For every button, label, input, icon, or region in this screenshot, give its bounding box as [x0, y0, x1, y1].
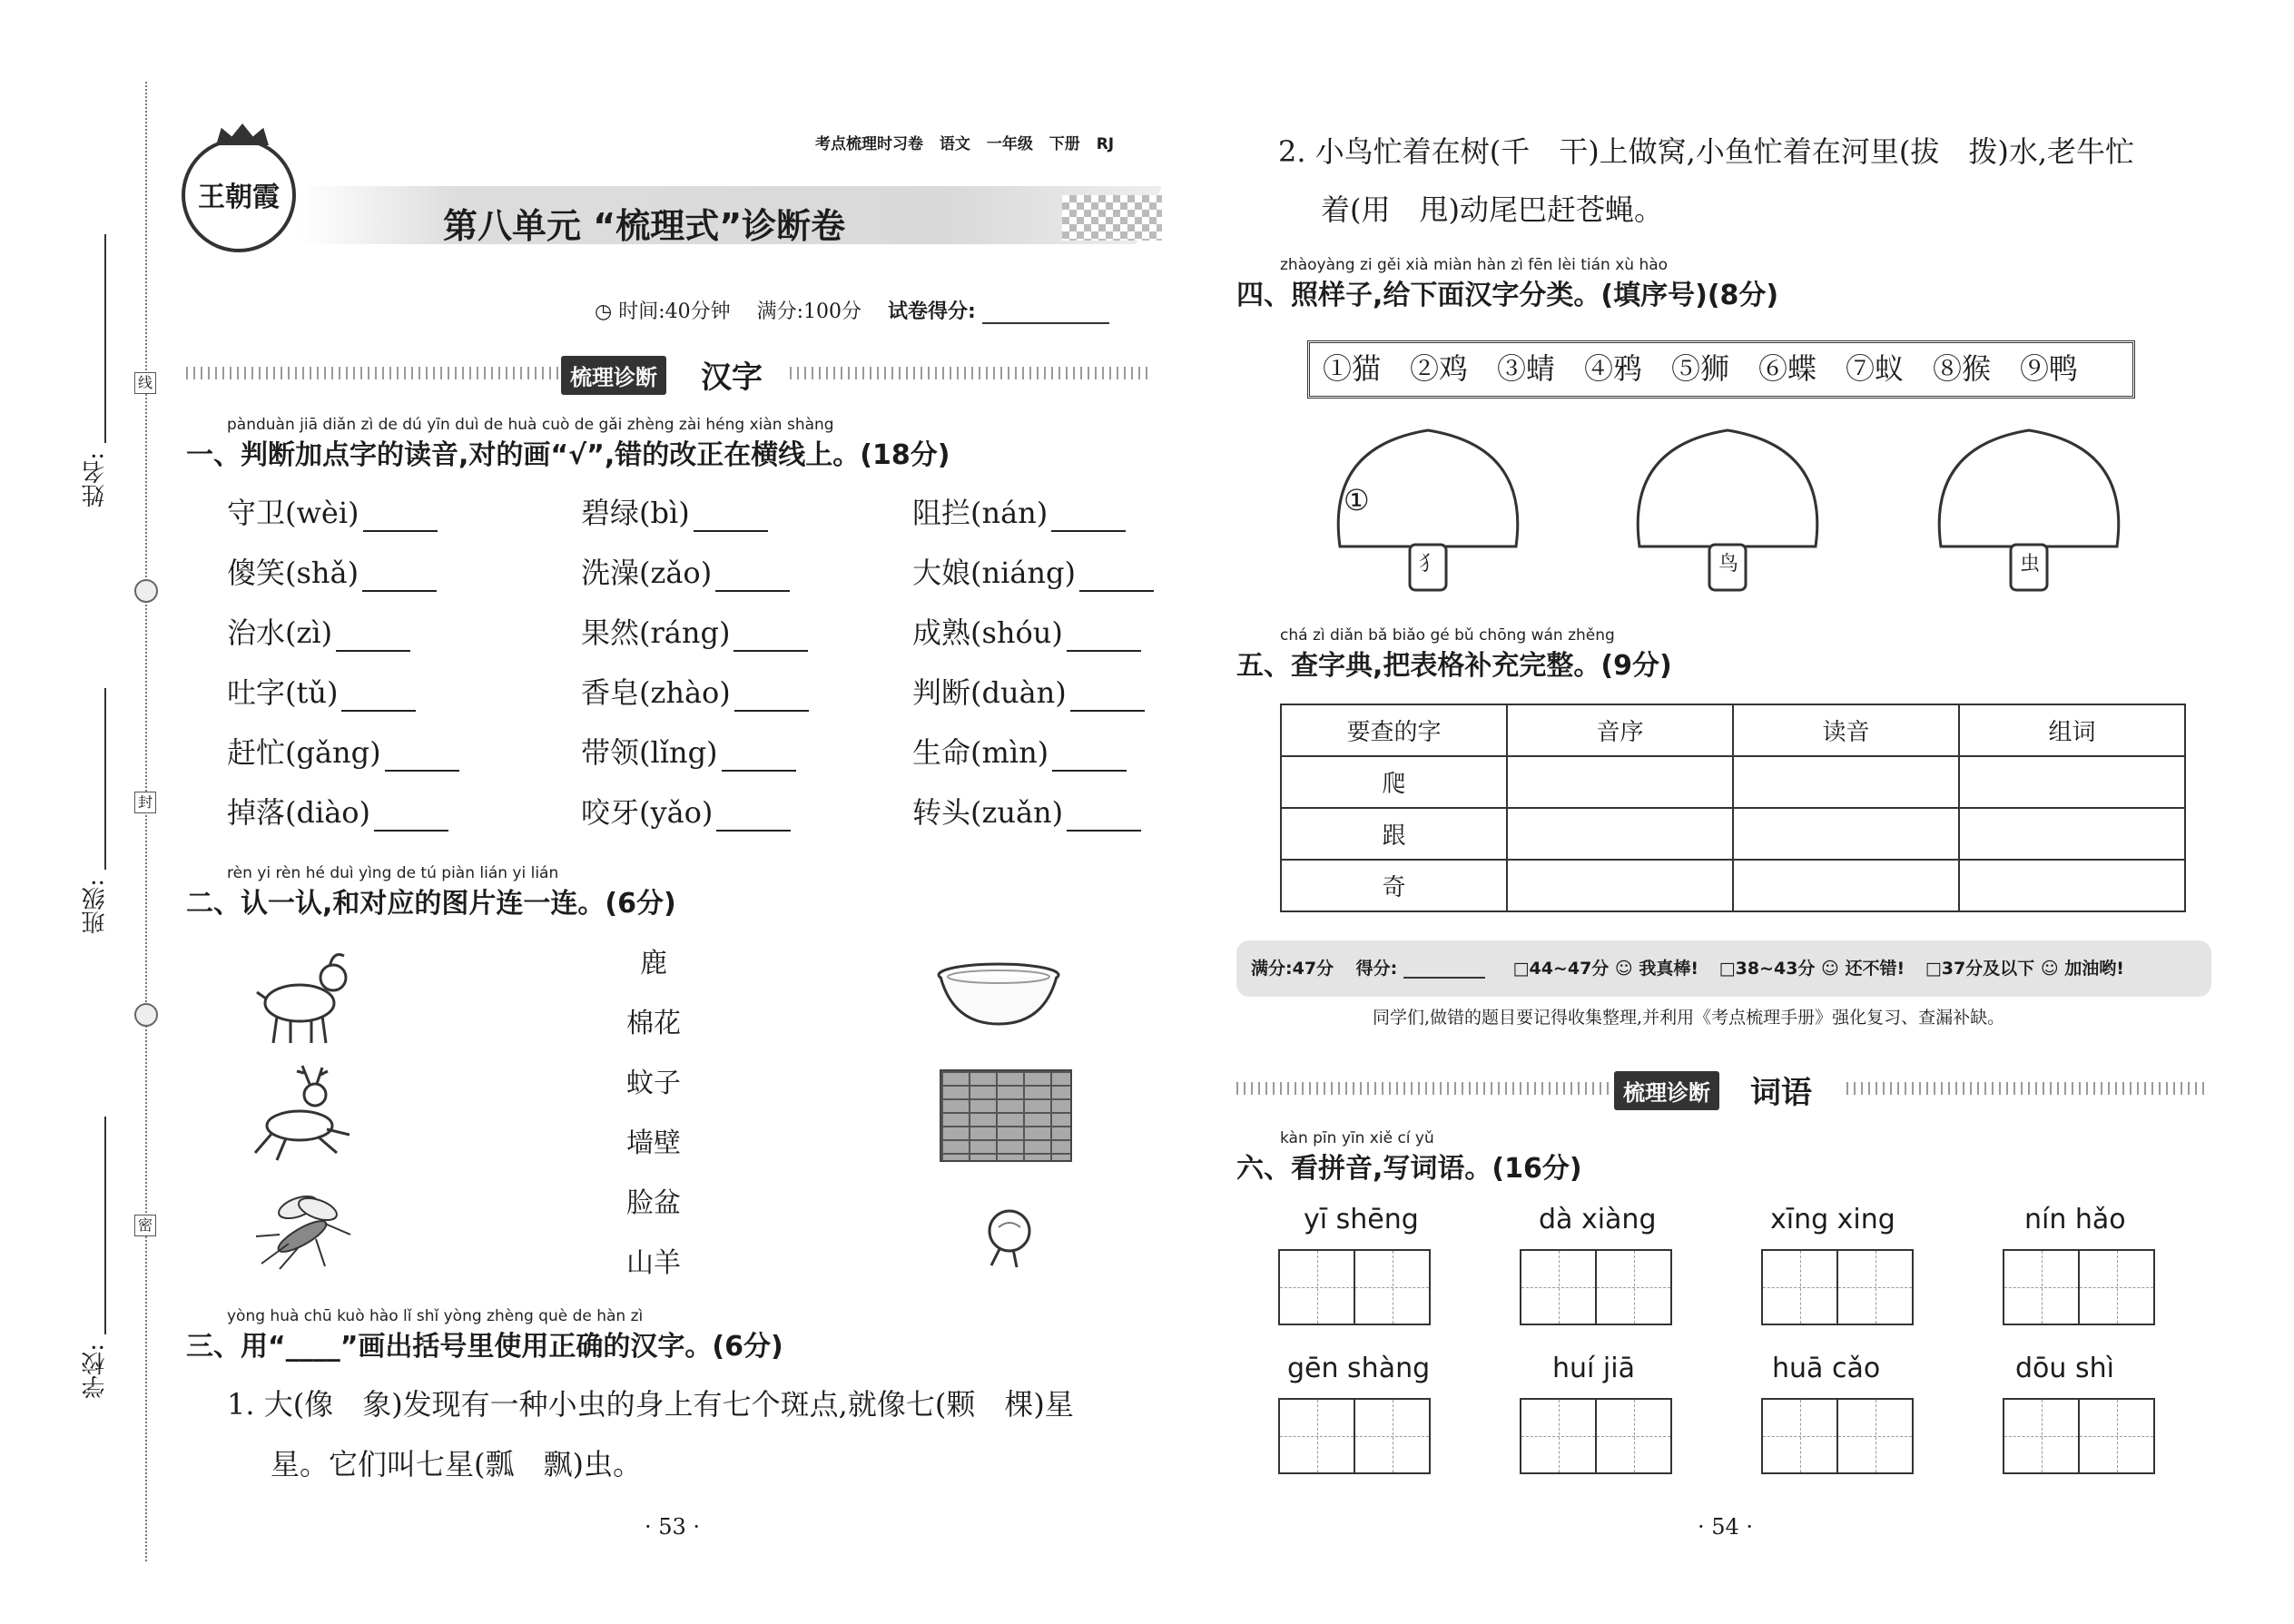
series-info — [815, 131, 1114, 153]
q2-word[interactable]: 脸盆 — [626, 1187, 681, 1219]
answer-blank[interactable] — [362, 565, 437, 592]
binding-line — [145, 82, 147, 1561]
answer-cell[interactable] — [1733, 860, 1959, 911]
exam-meta — [595, 296, 1109, 324]
q1-item-text: 傻笑(shǎ) — [227, 556, 359, 590]
q1-item — [581, 610, 808, 652]
mushroom-radical: 虫 — [2019, 553, 2040, 576]
binding-mark-seal: 封 — [134, 792, 156, 813]
score-range-2[interactable]: □38~43分 — [1718, 959, 1816, 979]
page-title: 第八单元 “梳理式”诊断卷 — [443, 206, 846, 246]
full-score: 满分:100分 — [756, 300, 862, 323]
q1-item — [912, 490, 1126, 532]
writing-grid[interactable] — [1278, 1398, 1431, 1474]
q1-item — [227, 490, 438, 532]
answer-blank[interactable] — [733, 625, 808, 652]
review-note: 同学们,做错的题目要记得收集整理,并利用《考点梳理手册》强化复习、查漏补缺。 — [1373, 1008, 2005, 1028]
answer-blank[interactable] — [1070, 684, 1145, 712]
q1-item-text: 转头(zuǎn) — [912, 795, 1064, 830]
table-char-cell: 奇 — [1281, 860, 1507, 911]
score-label: 试卷得分: — [888, 300, 976, 323]
deer-image[interactable] — [250, 1062, 359, 1166]
answer-cell[interactable] — [1507, 860, 1733, 911]
score-range-3-text: 加油哟! — [2064, 959, 2124, 979]
q1-item — [912, 610, 1141, 652]
header-checker — [1062, 195, 1162, 241]
q2-title: 二、认一认,和对应的图片连一连。(6分) — [186, 888, 676, 920]
q6-pinyin-word: nín hǎo — [2024, 1204, 2126, 1235]
section-divider — [790, 367, 1153, 379]
score-bar-got: 得分: — [1355, 959, 1398, 979]
table-row — [1281, 808, 2185, 860]
answer-cell[interactable] — [1507, 756, 1733, 808]
answer-blank[interactable] — [715, 565, 790, 592]
q1-item — [912, 670, 1145, 712]
answer-blank[interactable] — [1051, 505, 1126, 532]
volume: 下册 — [1049, 135, 1080, 153]
q6-pinyin-word: huā cǎo — [1772, 1353, 1881, 1384]
mushroom-bird-radical[interactable] — [1630, 428, 1825, 592]
school-field[interactable] — [104, 1117, 106, 1334]
q1-item — [912, 730, 1127, 772]
q1-item — [581, 670, 809, 712]
answer-blank[interactable] — [1079, 565, 1154, 592]
answer-blank[interactable] — [1067, 625, 1141, 652]
clock-icon: ◷ — [595, 300, 613, 323]
mosquito-image[interactable] — [252, 1180, 354, 1271]
edition: RJ — [1096, 135, 1115, 153]
school-label: 学校: — [82, 1343, 109, 1399]
q1-item-text: 判断(duàn) — [912, 675, 1067, 710]
answer-blank[interactable] — [1052, 744, 1127, 772]
q1-item — [227, 610, 410, 652]
q1-pinyin: pànduàn jiā diǎn zì de dú yīn duì de huà cuò de gǎi zhèng zài héng xiàn shàng — [227, 416, 834, 434]
q1-item-text: 治水(zì) — [227, 615, 333, 650]
score-field[interactable] — [982, 304, 1109, 324]
table-row — [1281, 860, 2185, 911]
binding-mark-line: 线 — [134, 372, 156, 394]
q4-char-list: ①猫 ②鸡 ③蜻 ④鸦 ⑤狮 ⑥蝶 ⑦蚁 ⑧猴 ⑨鸭 — [1323, 351, 2079, 386]
score-range-3[interactable]: □37分及以下 — [1925, 959, 2035, 979]
student-name-label: 姓名: — [82, 452, 109, 507]
table-header-row — [1281, 704, 2185, 756]
q1-item-text: 大娘(niáng) — [912, 556, 1076, 590]
cotton-image[interactable] — [973, 1200, 1046, 1273]
q6-pinyin: kàn pīn yīn xiě cí yǔ — [1280, 1129, 1434, 1147]
answer-cell[interactable] — [1959, 808, 2185, 860]
answer-cell[interactable] — [1959, 756, 2185, 808]
q6-pinyin-word: gēn shàng — [1287, 1353, 1431, 1384]
answer-cell[interactable] — [1959, 860, 2185, 911]
writing-grid[interactable] — [1761, 1398, 1914, 1474]
q4-char-box — [1307, 340, 2135, 399]
q1-item — [581, 550, 790, 592]
page-number-right: · 54 · — [1698, 1514, 1754, 1540]
q1-item-text: 吐字(tǔ) — [227, 675, 339, 710]
smile-icon: ☺ — [2040, 959, 2059, 979]
writing-grid[interactable] — [1520, 1249, 1672, 1325]
q2-word[interactable]: 山羊 — [626, 1247, 681, 1279]
q1-item — [227, 730, 459, 772]
goat-image[interactable] — [250, 949, 354, 1048]
score-range-1-text: 我真棒! — [1639, 959, 1699, 979]
q2-pinyin: rèn yi rèn hé duì yìng de tú piàn lián yi lián — [227, 864, 559, 882]
q1-item-text: 咬牙(yǎo) — [581, 795, 714, 830]
mushroom-animal-radical[interactable] — [1331, 428, 1525, 592]
answer-blank[interactable] — [694, 505, 768, 532]
q1-item-text: 守卫(wèi) — [227, 496, 359, 530]
basin-image[interactable] — [935, 960, 1062, 1029]
brand-name: 王朝霞 — [198, 182, 280, 213]
q4-title: 四、照样子,给下面汉字分类。(填序号)(8分) — [1236, 280, 1779, 311]
class-label: 班级: — [82, 879, 109, 934]
answer-blank[interactable] — [722, 744, 796, 772]
mushroom-radical: 犭 — [1418, 553, 1439, 576]
answer-cell[interactable] — [1507, 808, 1733, 860]
answer-blank[interactable] — [374, 804, 448, 832]
q5-title: 五、查字典,把表格补充完整。(9分) — [1236, 650, 1672, 682]
section-tag: 梳理诊断 — [1614, 1071, 1719, 1110]
q4-pinyin: zhàoyàng zi gěi xià miàn hàn zì fēn lèi tián xù hào — [1280, 256, 1669, 274]
section-title: 汉字 — [701, 359, 763, 396]
q1-item — [227, 550, 437, 592]
q1-item — [227, 670, 416, 712]
table-char-cell: 爬 — [1281, 756, 1507, 808]
dictionary-table — [1280, 704, 2186, 912]
binding-mark-secret: 密 — [134, 1215, 156, 1236]
table-char-cell: 跟 — [1281, 808, 1507, 860]
answer-blank[interactable] — [734, 684, 809, 712]
binding-ornament — [134, 1003, 158, 1027]
page-number-left: · 53 · — [645, 1514, 701, 1540]
q6-pinyin-word: yī shēng — [1304, 1204, 1419, 1235]
q1-item-text: 带领(lǐng) — [581, 735, 718, 770]
section-divider — [186, 367, 558, 379]
q1-item-text: 果然(ráng) — [581, 615, 731, 650]
brand-crown — [216, 123, 269, 145]
q1-item-text: 成熟(shóu) — [912, 615, 1063, 650]
q6-pinyin-word: dà xiàng — [1539, 1204, 1657, 1235]
q3-sentence-2a: 2. 小鸟忙着在树(千 干)上做窝,小鱼忙着在河里(拔 拨)水,老牛忙 — [1278, 134, 2134, 169]
score-range-1[interactable]: □44~47分 — [1512, 959, 1610, 979]
writing-grid[interactable] — [2003, 1398, 2155, 1474]
section-divider — [1236, 1082, 1609, 1095]
table-header-cell: 要查的字 — [1281, 704, 1507, 756]
writing-grid[interactable] — [2003, 1249, 2155, 1325]
q1-item-text: 香皂(zhào) — [581, 675, 731, 710]
q1-item-text: 碧绿(bì) — [581, 496, 690, 530]
score-bar — [1236, 940, 2211, 997]
score-range-2-text: 还不错! — [1845, 959, 1905, 979]
answer-blank[interactable] — [716, 804, 791, 832]
q3-sentence-2b: 着(用 甩)动尾巴赶苍蝇。 — [1321, 192, 1663, 227]
answer-blank[interactable] — [336, 625, 410, 652]
q1-item-text: 掉落(diào) — [227, 795, 371, 830]
grade: 一年级 — [986, 135, 1033, 153]
answer-blank[interactable] — [341, 684, 416, 712]
q1-item — [912, 790, 1141, 832]
section-tag: 梳理诊断 — [561, 356, 666, 395]
table-header-cell: 读音 — [1733, 704, 1959, 756]
q1-item — [581, 730, 796, 772]
table-header-cell: 组词 — [1959, 704, 2185, 756]
series-name: 考点梳理时习卷 — [815, 135, 923, 153]
q1-item-text: 洗澡(zǎo) — [581, 556, 713, 590]
table-row — [1281, 756, 2185, 808]
q1-item-text: 阻拦(nán) — [912, 496, 1049, 530]
table-header-cell: 音序 — [1507, 704, 1733, 756]
q1-item-text: 赶忙(gǎng) — [227, 735, 381, 770]
writing-grid[interactable] — [1761, 1249, 1914, 1325]
q5-pinyin: chá zì diǎn bǎ biǎo gé bǔ chōng wán zhěng — [1280, 626, 1615, 645]
q3-title: 三、用“____”画出括号里使用正确的汉字。(6分) — [186, 1331, 783, 1363]
q6-title: 六、看拼音,写词语。(16分) — [1236, 1153, 1582, 1185]
q6-pinyin-word: dōu shì — [2015, 1353, 2114, 1384]
q2-word[interactable]: 鹿 — [640, 948, 667, 979]
q1-title: 一、判断加点字的读音,对的画“√”,错的改正在横线上。(18分) — [186, 439, 950, 471]
writing-grid[interactable] — [1520, 1398, 1672, 1474]
mushroom-insect-radical[interactable] — [1932, 428, 2126, 592]
q2-word[interactable]: 蚊子 — [626, 1068, 681, 1099]
brick-wall-image[interactable] — [940, 1069, 1072, 1162]
mushroom-example: ① — [1344, 483, 1370, 517]
q3-pinyin: yòng huà chū kuò hào lǐ shǐ yòng zhèng què de hàn zì — [227, 1307, 644, 1325]
q2-word[interactable]: 墙壁 — [626, 1127, 681, 1159]
writing-grid[interactable] — [1278, 1249, 1431, 1325]
section-divider — [1846, 1082, 2210, 1095]
q6-pinyin-word: xīng xing — [1770, 1204, 1895, 1235]
subject: 语文 — [939, 135, 970, 153]
q1-item-text: 生命(mìn) — [912, 735, 1049, 770]
score-bar-field[interactable] — [1403, 960, 1485, 979]
answer-cell[interactable] — [1733, 756, 1959, 808]
answer-blank[interactable] — [1067, 804, 1141, 832]
brand-logo — [182, 138, 296, 252]
q1-item — [581, 790, 791, 832]
mushroom-radical: 鸟 — [1718, 553, 1738, 576]
answer-blank[interactable] — [363, 505, 438, 532]
smile-icon: ☺ — [1821, 959, 1839, 979]
q2-word[interactable]: 棉花 — [626, 1008, 681, 1039]
time-limit: 时间:40分钟 — [618, 300, 731, 323]
q6-pinyin-word: huí jiā — [1552, 1353, 1635, 1384]
q3-sentence-1b: 星。它们叫七星(瓢 飘)虫。 — [271, 1447, 642, 1481]
smile-icon: ☺ — [1614, 959, 1633, 979]
answer-cell[interactable] — [1733, 808, 1959, 860]
student-name-field[interactable] — [104, 234, 106, 443]
binding-ornament — [134, 579, 158, 603]
q1-item — [581, 490, 768, 532]
score-bar-full: 满分:47分 — [1251, 959, 1334, 979]
class-field[interactable] — [104, 688, 106, 870]
q1-item — [227, 790, 448, 832]
answer-blank[interactable] — [385, 744, 459, 772]
q3-sentence-1a: 1. 大(像 象)发现有一种小虫的身上有七个斑点,就像七(颗 棵)星 — [227, 1387, 1074, 1422]
section-title: 词语 — [1750, 1075, 1812, 1111]
q1-item — [912, 550, 1154, 592]
